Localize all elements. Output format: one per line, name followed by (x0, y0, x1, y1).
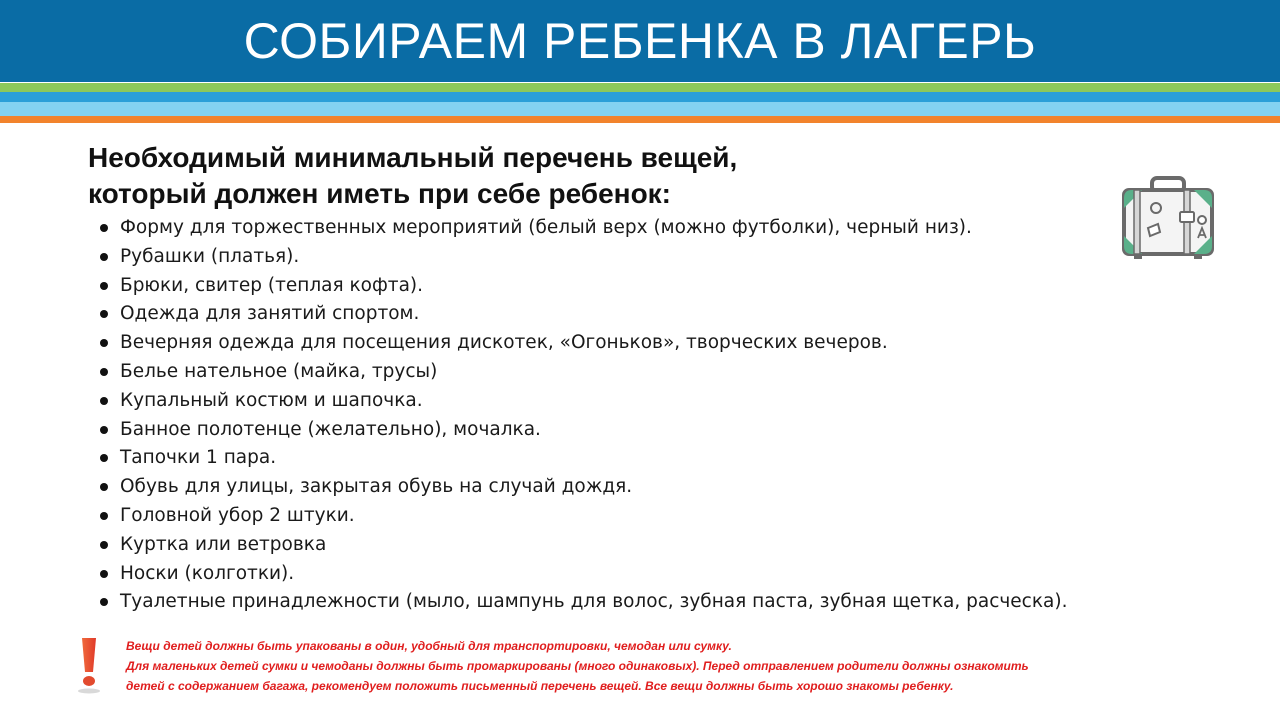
stripe-green (0, 83, 1280, 92)
list-item: Куртка или ветровка (98, 531, 1067, 560)
note-line: Вещи детей должны быть упакованы в один, удобный для транспортировки, чемодан или сумку. (126, 639, 732, 653)
list-item: Брюки, свитер (теплая кофта). (98, 272, 1067, 301)
list-item: Купальный костюм и шапочка. (98, 387, 1067, 416)
items-list (98, 214, 1067, 617)
list-item: Вечерняя одежда для посещения дискотек, «Огоньков», творческих вечеров. (98, 329, 1067, 358)
suitcase-icon (1118, 176, 1218, 260)
list-item: Тапочки 1 пара. (98, 444, 1067, 473)
list-item: Рубашки (платья). (98, 243, 1067, 272)
list-item: Носки (колготки). (98, 560, 1067, 589)
page-title: СОБИРАЕМ РЕБЕНКА В ЛАГЕРЬ (243, 13, 1037, 69)
list-item: Головной убор 2 штуки. (98, 502, 1067, 531)
subtitle-line: который должен иметь при себе ребенок: (88, 178, 672, 209)
list-item: Форму для торжественных мероприятий (белый верх (можно футболки), черный низ). (98, 214, 1067, 243)
subtitle-line: Необходимый минимальный перечень вещей, (88, 142, 738, 173)
note (126, 636, 1206, 696)
list-item: Белье нательное (майка, трусы) (98, 358, 1067, 387)
note-line: Для маленьких детей сумки и чемоданы должны быть промаркированы (много одинаковых). Перед отправлением родители должны ознакомить (126, 659, 1029, 673)
list-item: Банное полотенце (желательно), мочалка. (98, 416, 1067, 445)
stripe-blue (0, 92, 1280, 102)
note-line: детей с содержанием багажа, рекомендуем положить письменный перечень вещей. Все вещи должны быть хорошо знакомы ребенку. (126, 679, 954, 693)
list-item: Обувь для улицы, закрытая обувь на случай дождя. (98, 473, 1067, 502)
subtitle (88, 140, 737, 212)
exclamation-icon (74, 636, 104, 696)
stripe-orange (0, 116, 1280, 123)
stripe-light-blue (0, 102, 1280, 116)
list-item: Одежда для занятий спортом. (98, 300, 1067, 329)
title-bar (0, 0, 1280, 82)
list-item: Туалетные принадлежности (мыло, шампунь для волос, зубная паста, зубная щетка, расческа). (98, 588, 1067, 617)
